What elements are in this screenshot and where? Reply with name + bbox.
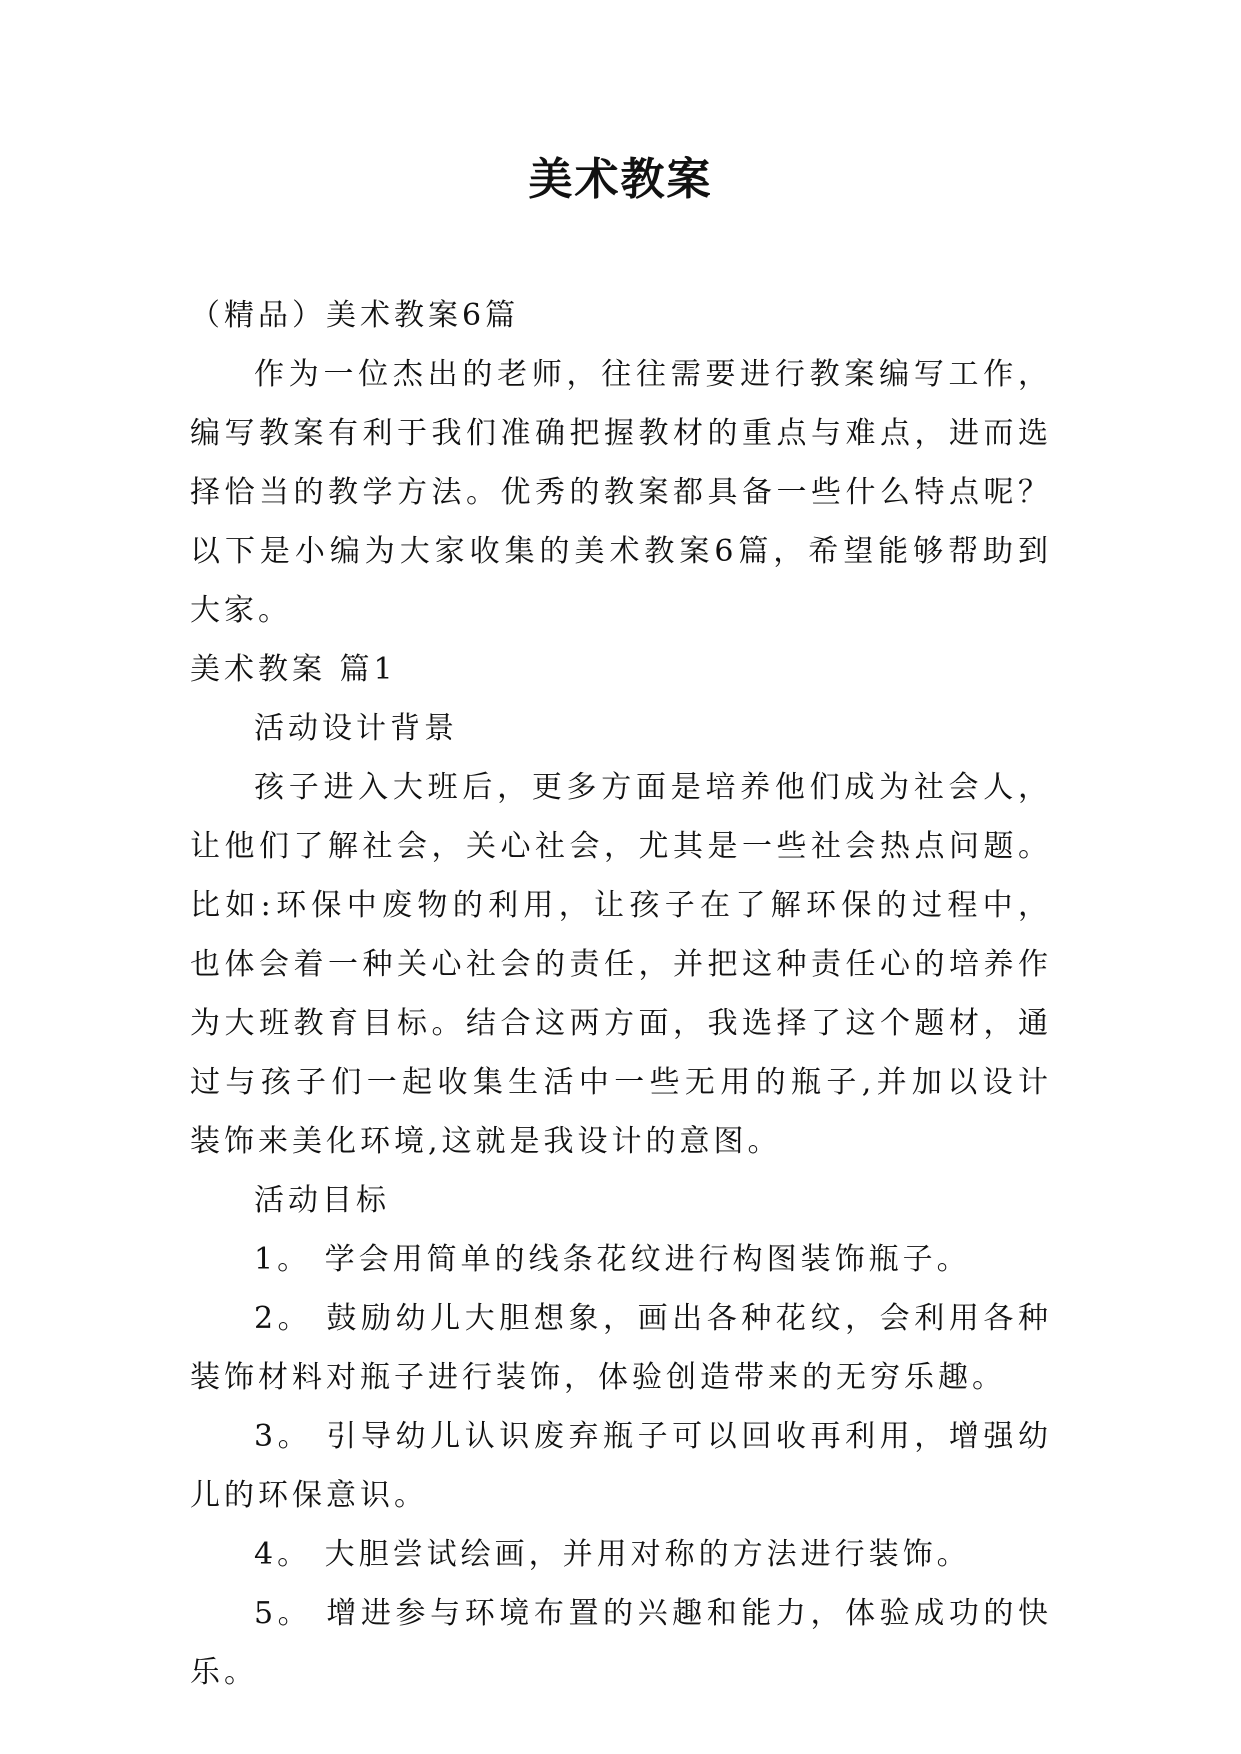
background-heading: 活动设计背景 — [254, 711, 458, 746]
goal-item: 5。 增进参与环境布置的兴趣和能力，体验成功的快乐。 — [190, 1596, 1052, 1690]
document-body — [190, 286, 1052, 1702]
goal-item: 1。 学会用简单的线条花纹进行构图装饰瓶子。 — [254, 1242, 971, 1277]
goal-item: 3。 引导幼儿认识废弃瓶子可以回收再利用，增强幼儿的环保意识。 — [190, 1419, 1052, 1513]
goals-heading: 活动目标 — [254, 1183, 390, 1218]
section-heading: 美术教案 篇1 — [190, 652, 397, 687]
background-paragraph: 孩子进入大班后，更多方面是培养他们成为社会人，让他们了解社会，关心社会，尤其是一些社会热点问题。比如:环保中废物的利用，让孩子在了解环保的过程中，也体会着一种关心社会的责任，并把这种责任心的培养作为大班教育目标。结合这两方面，我选择了这个题材，通过与孩子们一起收集生活中一些无用的瓶子,并加以设计装饰来美化环境,这就是我设计的意图。 — [190, 770, 1052, 1159]
goal-item: 4。 大胆尝试绘画，并用对称的方法进行装饰。 — [254, 1537, 971, 1572]
intro-paragraph: 作为一位杰出的老师，往往需要进行教案编写工作，编写教案有利于我们准确把握教材的重点与难点，进而选择恰当的教学方法。优秀的教案都具备一些什么特点呢？以下是小编为大家收集的美术教案6篇，希望能够帮助到大家。 — [190, 357, 1052, 628]
goal-item: 2。 鼓励幼儿大胆想象，画出各种花纹，会利用各种装饰材料对瓶子进行装饰，体验创造带来的无穷乐趣。 — [190, 1301, 1052, 1395]
document-title: 美术教案 — [528, 154, 713, 205]
document-subtitle: （精品）美术教案6篇 — [190, 298, 520, 333]
